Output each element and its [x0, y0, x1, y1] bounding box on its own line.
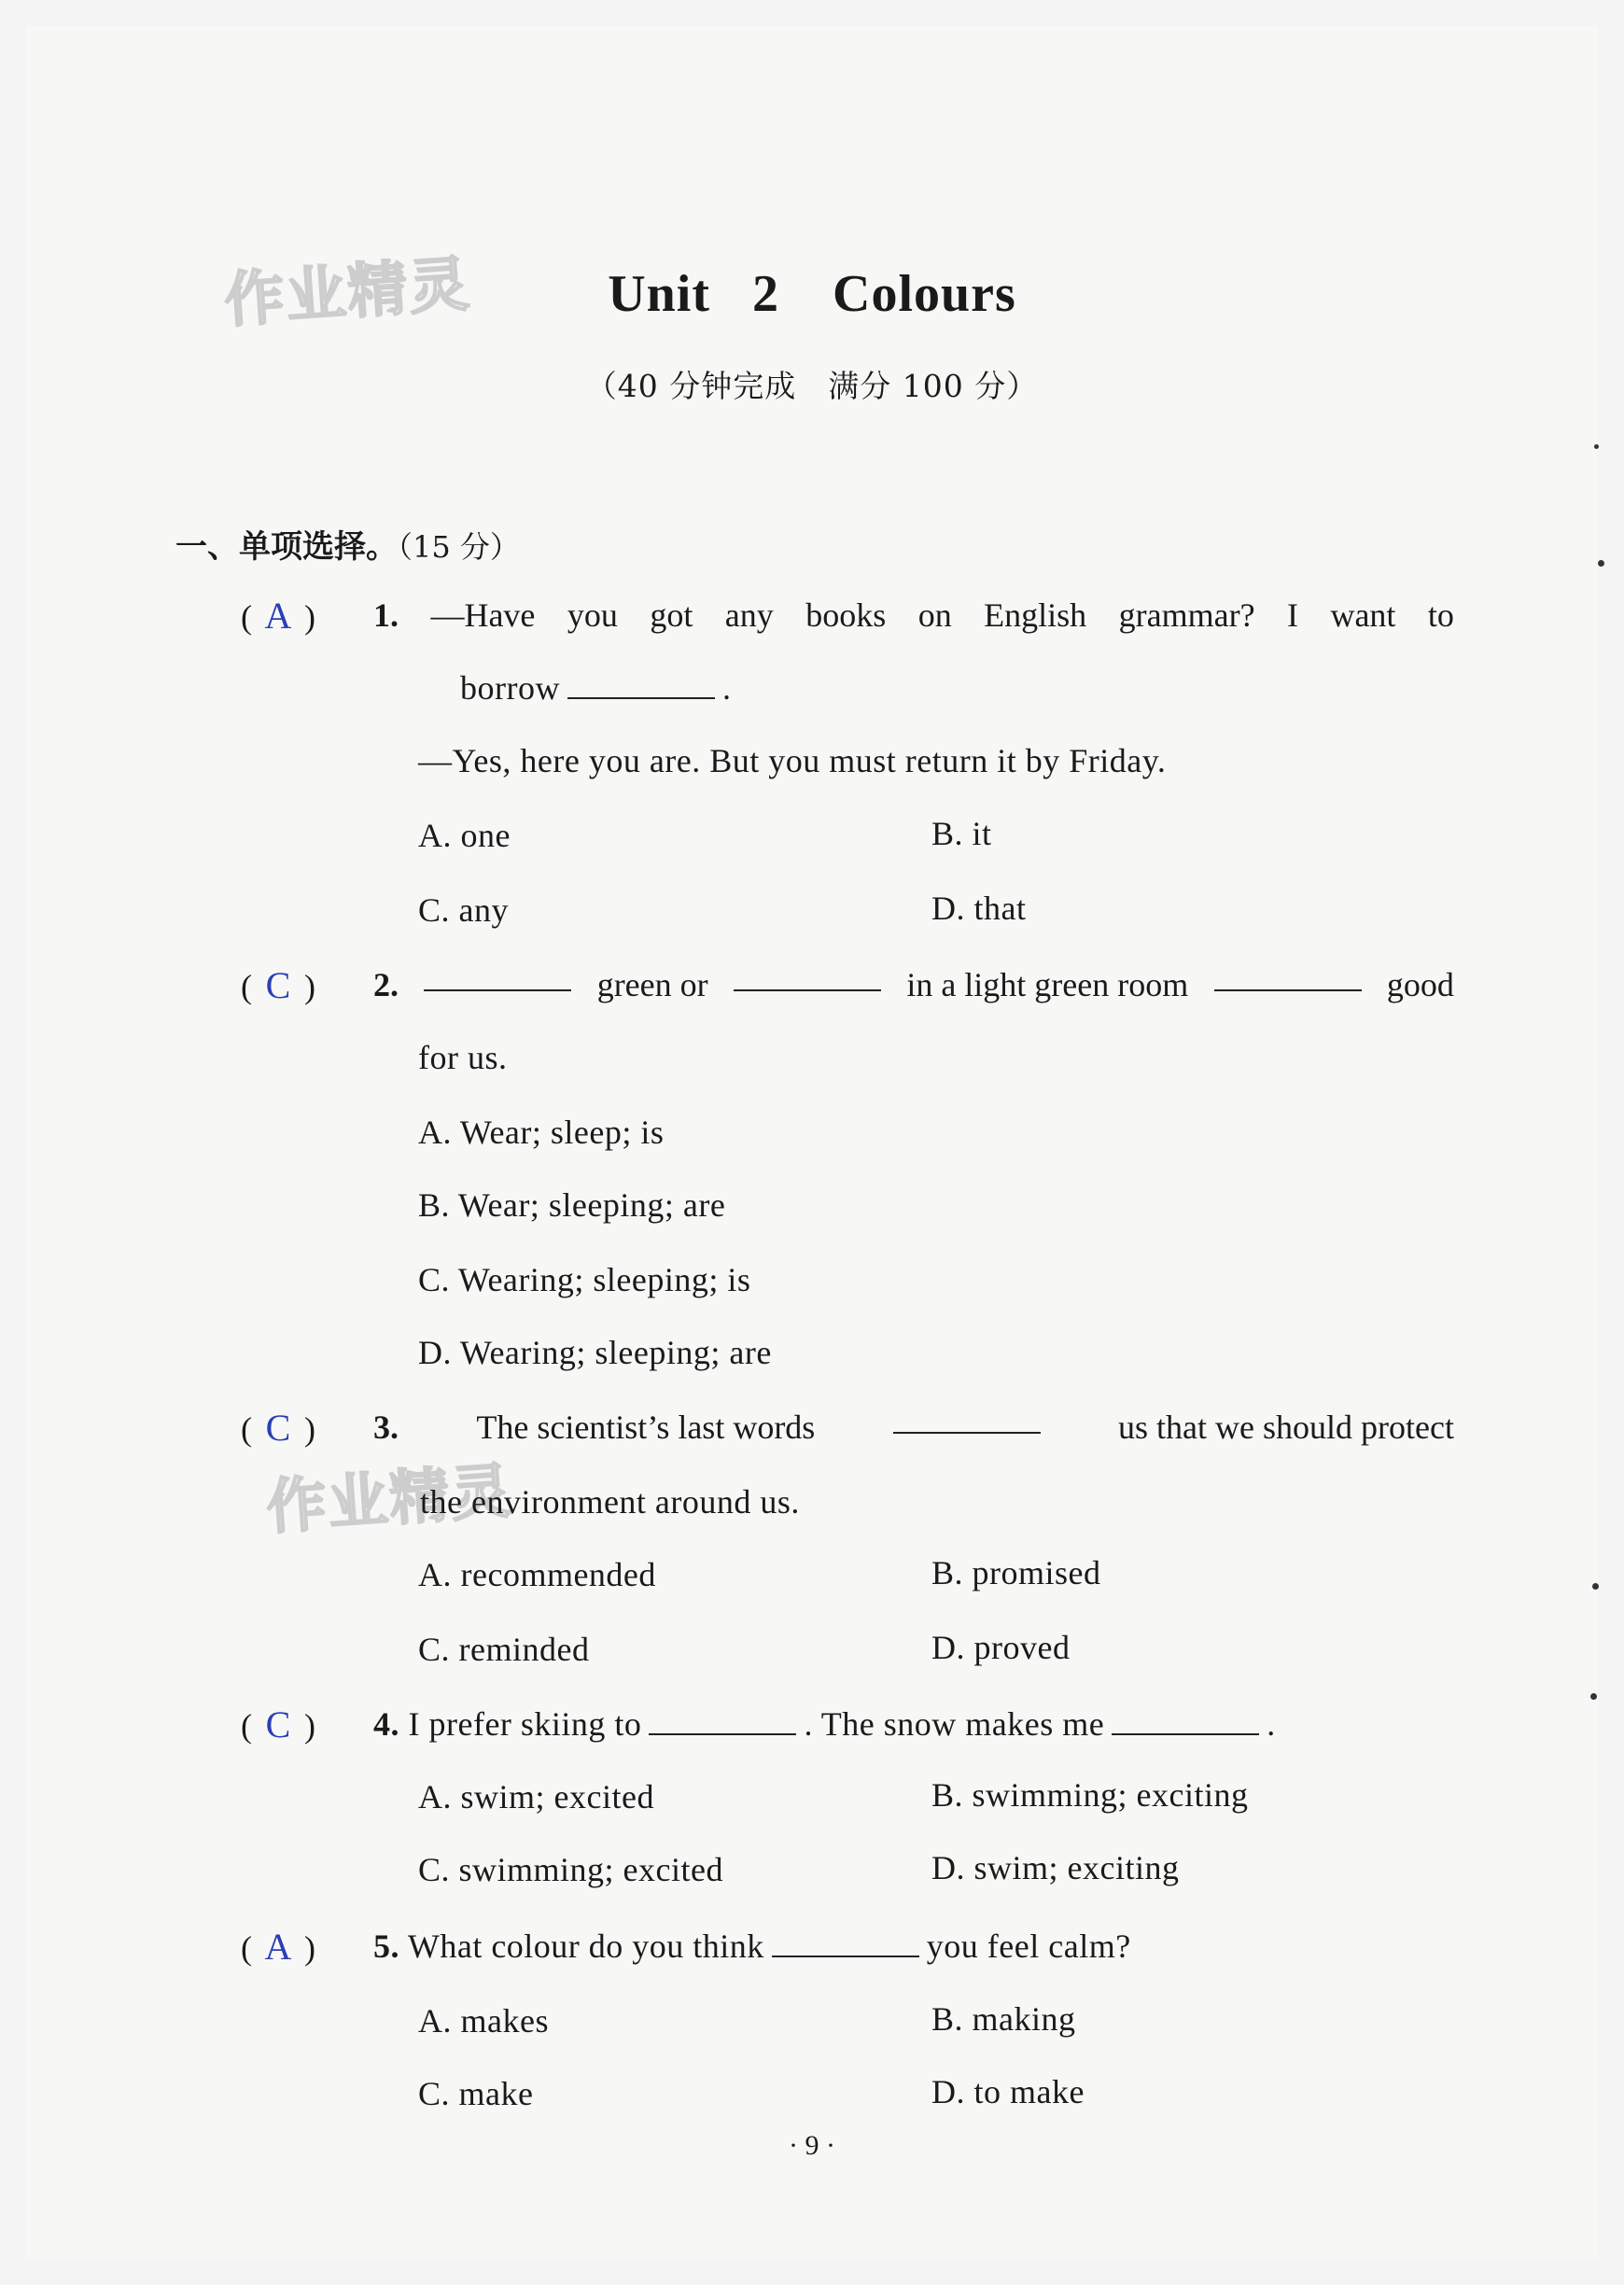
question-3-answer-slot: ( C ) [241, 1407, 315, 1449]
question-4-answer-slot: ( C ) [241, 1703, 315, 1745]
q5-text: What colour do you think [407, 1928, 764, 1965]
q1-word: you [567, 596, 618, 634]
question-1-option-d: D. that [931, 890, 1027, 927]
scan-speck [1598, 560, 1604, 567]
question-5-option-a: A. makes [418, 2002, 549, 2040]
q2-text: in a light green room [906, 966, 1189, 1003]
question-1-option-c: C. any [418, 891, 509, 929]
page-number: · 9 · [789, 2130, 835, 2161]
question-1-option-b: B. it [931, 815, 992, 852]
answer-blank [893, 1408, 1041, 1434]
question-3-answer: C [265, 1407, 291, 1449]
question-4-option-a: A. swim; excited [418, 1778, 654, 1815]
q3-text: The scientist’s last words [476, 1409, 816, 1446]
answer-blank [1112, 1709, 1259, 1735]
question-5-answer: A [264, 1926, 292, 1968]
question-4-option-b: B. swimming; exciting [931, 1776, 1249, 1814]
question-5-answer-slot: ( A ) [241, 1926, 315, 1968]
q1-word: —Have [430, 596, 536, 634]
page-subtitle: （40 分钟完成 满分 100 分） [585, 368, 1039, 404]
section-label: 一、单项选择。 [175, 528, 398, 566]
q1-text: borrow [460, 669, 560, 707]
question-1-stem-line3: —Yes, here you are. But you must return it by Friday. [418, 742, 1167, 779]
answer-blank [567, 673, 715, 699]
question-5-option-d: D. to make [931, 2073, 1085, 2110]
q1-word: grammar? [1118, 596, 1255, 634]
question-3-option-d: D. proved [931, 1629, 1071, 1666]
question-4-option-c: C. swimming; excited [418, 1851, 723, 1888]
page-title: Unit 2 Colours [608, 265, 1016, 323]
question-3-number: 3. [373, 1409, 399, 1446]
answer-blank [772, 1931, 919, 1957]
q3-text: us that we should protect [1118, 1409, 1454, 1446]
question-4-number: 4. [373, 1705, 399, 1743]
question-4-answer: C [265, 1703, 291, 1745]
question-1-answer-slot: ( A ) [241, 595, 315, 637]
question-3-option-a: A. recommended [418, 1556, 656, 1593]
q2-text: green or [596, 966, 708, 1003]
answer-blank [1214, 965, 1362, 991]
question-2-option-c: C. Wearing; sleeping; is [418, 1261, 751, 1298]
q1-word: I [1287, 596, 1298, 634]
q5-text: you feel calm? [926, 1928, 1131, 1965]
question-1-stem-line2 [460, 668, 731, 708]
q4-text: . The snow makes me [804, 1705, 1105, 1743]
q1-word: books [805, 596, 887, 634]
section-heading [175, 521, 520, 567]
q1-word: to [1427, 596, 1454, 634]
answer-blank [424, 965, 571, 991]
scan-speck [1590, 1693, 1597, 1700]
q1-word: on [917, 596, 952, 634]
question-4-stem [373, 1704, 1276, 1744]
question-5-option-c: C. make [418, 2075, 534, 2112]
question-1-answer: A [264, 595, 292, 637]
q4-text: I prefer skiing to [408, 1705, 642, 1743]
q4-text: . [1267, 1705, 1276, 1743]
watermark-logo: 作业精灵 [222, 249, 473, 337]
question-2-stem-line1 [373, 965, 1454, 1004]
q1-word: want [1330, 596, 1396, 634]
answer-blank [734, 965, 881, 991]
section-points: （15 分） [398, 529, 520, 565]
question-2-number: 2. [373, 966, 399, 1003]
question-2-option-b: B. Wear; sleeping; are [418, 1186, 726, 1224]
question-2-answer-slot: ( C ) [241, 964, 315, 1006]
question-2-option-d: D. Wearing; sleeping; are [418, 1334, 772, 1371]
question-1-number: 1. [373, 596, 399, 634]
scan-speck [1594, 444, 1599, 449]
scan-speck [1592, 1583, 1599, 1590]
q2-text: good [1386, 966, 1454, 1003]
answer-blank [649, 1709, 796, 1735]
question-1-option-a: A. one [418, 817, 511, 854]
watermark-logo: 作业精灵 [264, 1456, 515, 1544]
question-2-stem-line2: for us. [418, 1039, 508, 1076]
q1-word: any [724, 596, 774, 634]
question-5-number: 5. [373, 1928, 399, 1965]
question-5-stem [373, 1927, 1131, 1966]
question-3-stem-line2: the environment around us. [420, 1483, 800, 1521]
question-1-stem-line1 [373, 596, 1454, 635]
q1-word: got [650, 596, 693, 634]
question-3-stem-line1 [373, 1408, 1454, 1447]
question-2-answer: C [265, 964, 291, 1006]
question-3-option-b: B. promised [931, 1554, 1101, 1591]
question-5-option-b: B. making [931, 2000, 1076, 2038]
question-4-option-d: D. swim; exciting [931, 1849, 1180, 1886]
question-3-option-c: C. reminded [418, 1631, 590, 1668]
q1-text: . [721, 669, 732, 707]
q1-word: English [984, 596, 1087, 634]
question-2-option-a: A. Wear; sleep; is [418, 1114, 665, 1151]
